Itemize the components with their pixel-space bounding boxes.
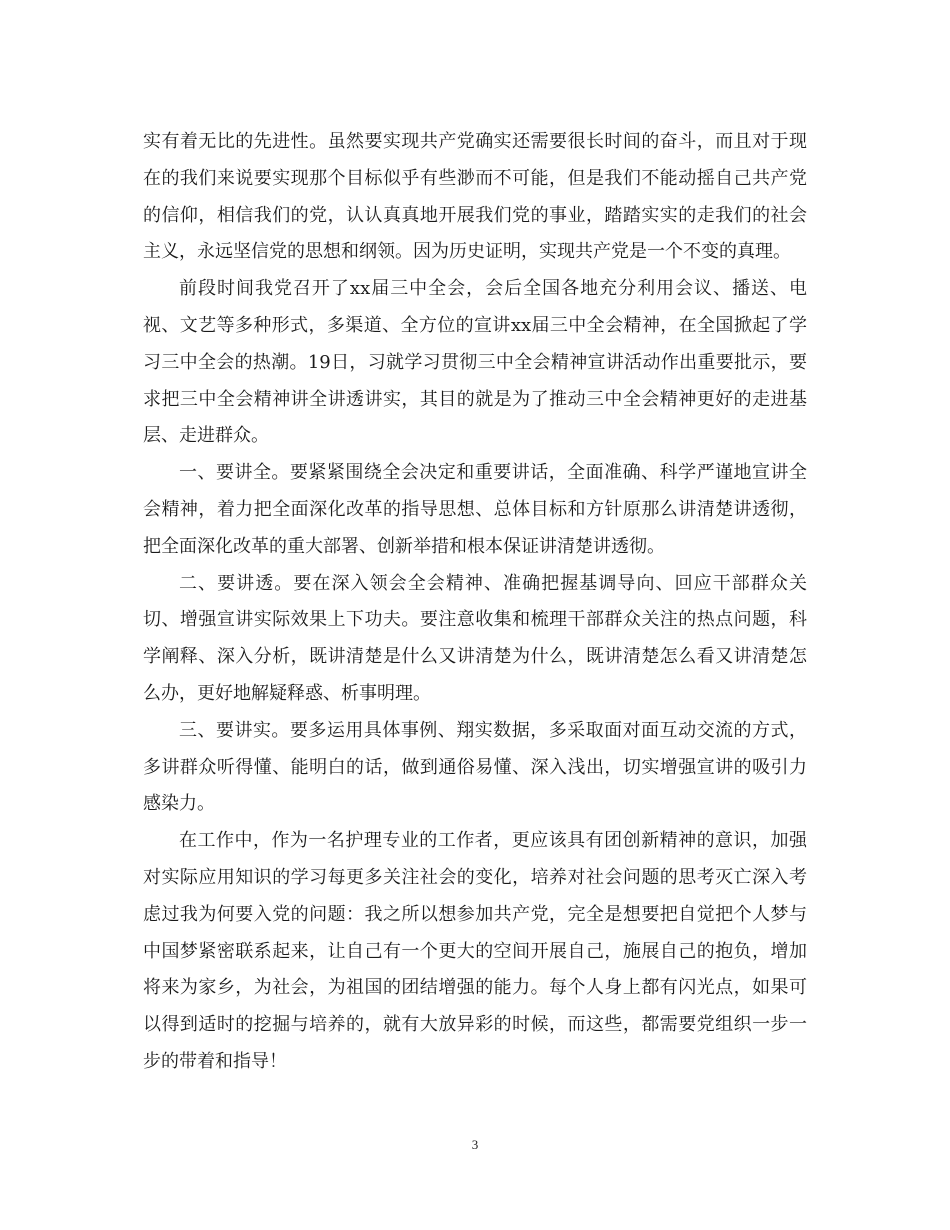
paragraph-work-reflection: 在工作中，作为一名护理专业的工作者，更应该具有团创新精神的意识，加强对实际应用知识的学习每更多关注社会的变化，培养对社会问题的思考灭亡深入考虑过我为何要入党的问题：我之所以想参加共产党，完全是想要把自觉把个人梦与中国梦紧密联系起来，让自己有一个更大的空间开展自己，施展自己的抱负，增加将来为家乡，为社会，为祖国的团结增强的能力。每个人身上都有闪光点，如果可以得到适时的挖掘与培养的，就有大放异彩的时候，而这些，都需要党组织一步一步的带着和指导！ (143, 830, 807, 1072)
paragraph-plenary-session: 前段时间我党召开了xx届三中全会，会后全国各地充分利用会议、播送、电视、文艺等多种形式，多渠道、全方位的宣讲xx届三中全会精神，在全国掀起了学习三中全会的热潮。19日，习就学习贯彻三中全会精神宣讲活动作出重要批示，要求把三中全会精神讲全讲透讲实，其目的就是为了推动三中全会精神更好的走进基层、走进群众。 (143, 278, 807, 447)
paragraph-point-three: 三、要讲实。要多运用具体事例、翔实数据，多采取面对面互动交流的方式，多讲群众听得懂、能明白的话，做到通俗易懂、深入浅出，切实增强宣讲的吸引力感染力。 (143, 719, 807, 815)
paragraph-point-one: 一、要讲全。要紧紧围绕全会决定和重要讲话，全面准确、科学严谨地宣讲全会精神，着力把全面深化改革的指导思想、总体目标和方针原那么讲清楚讲透彻，把全面深化改革的重大部署、创新举措和根本保证讲清楚讲透彻。 (143, 462, 807, 557)
document-body (143, 124, 807, 1081)
paragraph-point-two: 二、要讲透。要在深入领会全会精神、准确把握基调导向、回应干部群众关切、增强宣讲实际效果上下功夫。要注意收集和梳理干部群众关注的热点问题，科学阐释、深入分析，既讲清楚是什么又讲清楚为什么，既讲清楚怎么看又讲清楚怎么办，更好地解疑释惑、析事明理。 (143, 572, 807, 704)
paragraph-continuation: 实有着无比的先进性。虽然要实现共产党确实还需要很长时间的奋斗，而且对于现在的我们来说要实现那个目标似乎有些渺而不可能，但是我们不能动摇自己共产党的信仰，相信我们的党，认认真真地开展我们党的事业，踏踏实实的走我们的社会主义，永远坚信党的思想和纲领。因为历史证明，实现共产党是一个不变的真理。 (143, 131, 807, 263)
page-number: 3 (471, 1137, 479, 1152)
